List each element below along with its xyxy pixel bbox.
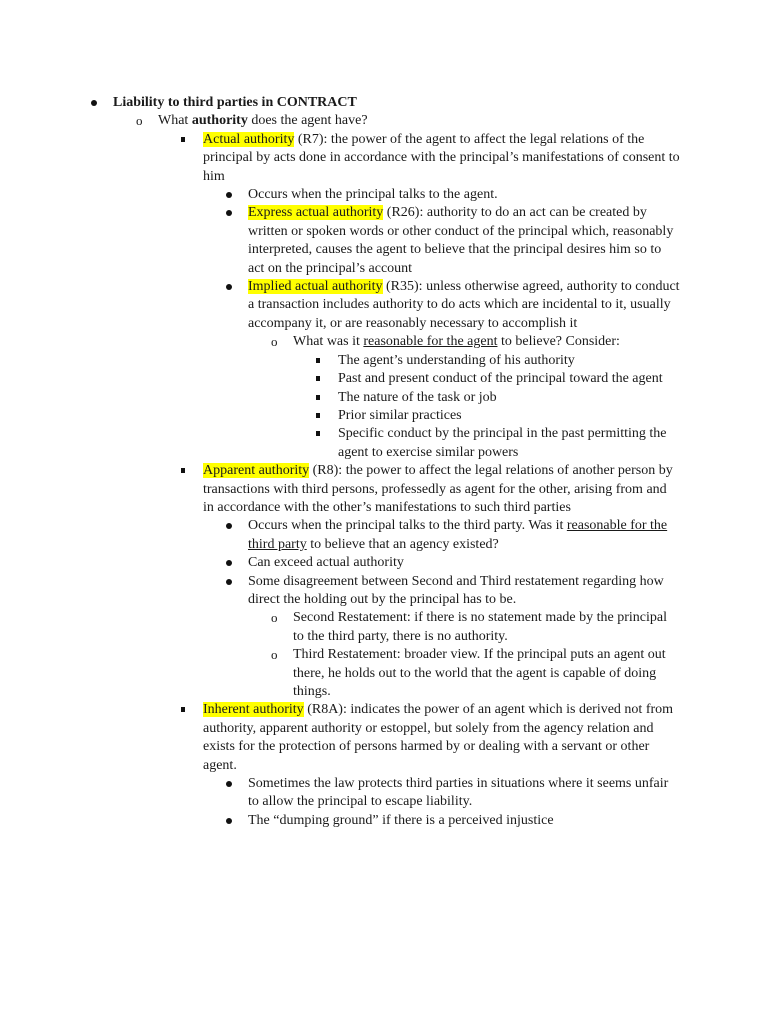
outline-item bbox=[0, 333, 768, 351]
text-run: Second Restatement: if there is no statement made by the principal to the third party, there is no authority. bbox=[293, 610, 668, 644]
outline-item-text bbox=[248, 186, 680, 204]
highlighted-term: Actual authority bbox=[203, 131, 295, 147]
outline-item-text bbox=[248, 278, 680, 333]
outline-item bbox=[0, 112, 768, 130]
outline-item bbox=[0, 812, 768, 830]
outline-item bbox=[0, 186, 768, 204]
outline-item-text bbox=[203, 701, 680, 775]
outline-item-text bbox=[113, 94, 768, 112]
outline-item bbox=[0, 389, 768, 407]
outline-item-text bbox=[338, 407, 672, 425]
text-run: to believe? Consider: bbox=[497, 334, 620, 350]
outline-item-text bbox=[293, 646, 672, 701]
text-run: What bbox=[158, 113, 192, 129]
outline-item bbox=[0, 407, 768, 425]
text-run: (R8A): indicates the power of an agent which is derived not from authority, apparent authority or estoppel, but solely from the agency relation and exists for the protection of persons harmed by or dealing with a servant or other agent. bbox=[203, 702, 674, 773]
outline-item bbox=[0, 352, 768, 370]
outline-item bbox=[0, 131, 768, 186]
outline-item-text bbox=[158, 112, 768, 130]
underlined-text: reasonable for the agent bbox=[363, 334, 498, 350]
outline-item-text bbox=[293, 609, 672, 646]
outline-item bbox=[0, 94, 768, 112]
text-run: (R8): the power to affect the legal relations of another person by transactions with third persons, professedly as agent for the other, arising from and in accordance with the other’s manifestations to such third parties bbox=[203, 463, 673, 515]
text-run: Liability to third parties in CONTRACT bbox=[113, 95, 357, 110]
outline-item-text bbox=[338, 389, 672, 407]
outline-item-text bbox=[203, 462, 680, 517]
outline-item-text bbox=[338, 370, 672, 388]
outline-item-text bbox=[248, 812, 680, 830]
outline-item bbox=[0, 646, 768, 701]
outline-item bbox=[0, 425, 768, 462]
text-run: authority bbox=[191, 113, 248, 129]
text-run: to believe that an agency existed? bbox=[306, 536, 499, 552]
outline bbox=[0, 94, 768, 830]
outline-item-text bbox=[248, 554, 680, 572]
outline-item bbox=[0, 278, 768, 333]
text-run: Specific conduct by the principal in the past permitting the agent to exercise similar powers bbox=[338, 426, 667, 460]
text-run: (R26): authority to do an act can be created by written or spoken words or other conduct of the principal which, reasonably interpreted, causes the agent to believe that the principal desires him so to act on the principal’s account bbox=[248, 205, 674, 276]
outline-item bbox=[0, 573, 768, 610]
highlighted-term: Inherent authority bbox=[203, 702, 304, 718]
outline-item bbox=[0, 609, 768, 646]
outline-item bbox=[0, 370, 768, 388]
outline-item bbox=[0, 462, 768, 517]
outline-item-text bbox=[248, 204, 680, 278]
text-run: (R7): the power of the agent to affect the legal relations of the principal by acts done in accordance with the principal’s manifestations of consent to him bbox=[203, 131, 680, 184]
text-run: (R35): unless otherwise agreed, authority to conduct a transaction includes authority to do acts which are incidental to it, usually accompany it, or are reasonably necessary to accomplish it bbox=[248, 279, 680, 331]
highlighted-term: Apparent authority bbox=[203, 463, 310, 479]
outline-item bbox=[0, 204, 768, 278]
underlined-text: reasonable for the third party bbox=[248, 518, 668, 552]
text-run: Can exceed actual authority bbox=[248, 555, 404, 571]
text-run: Prior similar practices bbox=[338, 407, 462, 423]
outline-item-text bbox=[203, 131, 680, 186]
text-run: The nature of the task or job bbox=[338, 389, 497, 405]
text-run: does the agent have? bbox=[247, 113, 368, 129]
outline-item-text bbox=[248, 775, 680, 812]
highlighted-term: Express actual authority bbox=[248, 205, 384, 221]
outline-item-text bbox=[248, 517, 680, 554]
outline-item-text bbox=[338, 352, 672, 370]
text-run: Third Restatement: broader view. If the principal puts an agent out there, he holds out to the world that the agent is capable of doing things. bbox=[293, 647, 666, 699]
outline-item bbox=[0, 554, 768, 572]
text-run: Occurs when the principal talks to the third party. Was it bbox=[248, 518, 567, 534]
outline-item bbox=[0, 517, 768, 554]
text-run: The “dumping ground” if there is a perceived injustice bbox=[248, 812, 554, 828]
highlighted-term: Implied actual authority bbox=[248, 279, 383, 295]
outline-item bbox=[0, 775, 768, 812]
outline-item bbox=[0, 701, 768, 775]
outline-item-text bbox=[248, 573, 680, 610]
outline-item-text bbox=[293, 333, 672, 351]
text-run: What was it bbox=[293, 334, 364, 350]
text-run: Some disagreement between Second and Third restatement regarding how direct the holding out by the principal has to be. bbox=[248, 573, 664, 607]
text-run: Occurs when the principal talks to the agent. bbox=[248, 187, 498, 203]
text-run: The agent’s understanding of his authority bbox=[338, 352, 575, 368]
text-run: Sometimes the law protects third parties in situations where it seems unfair to allow the principal to escape liability. bbox=[248, 776, 669, 810]
outline-item-text bbox=[338, 425, 672, 462]
text-run: Past and present conduct of the principal toward the agent bbox=[338, 371, 663, 387]
